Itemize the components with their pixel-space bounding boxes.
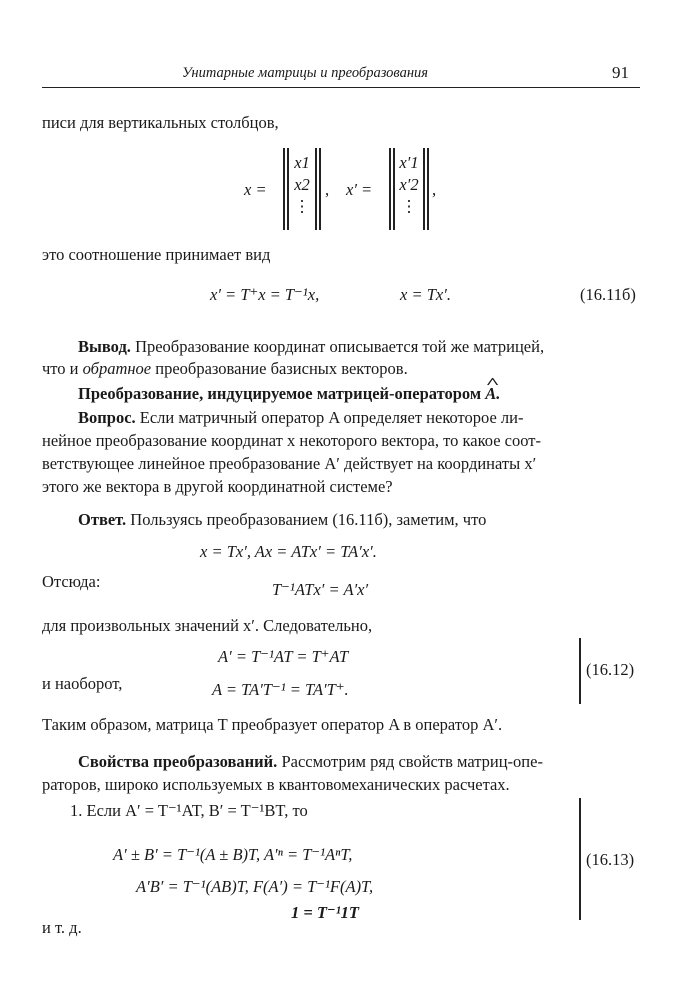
matrix-x-left-bar-2 [287, 148, 289, 230]
matrix-x-right-bar-2 [319, 148, 321, 230]
question-line-2: нейное преобразование координат x некоторого вектора, то какое соот- [42, 431, 541, 450]
equation-16-12-bracket [579, 638, 581, 704]
conclusion-emphasis: обратное [82, 359, 152, 378]
matrix-x-left-bar [283, 148, 285, 230]
page-number: 91 [612, 63, 629, 82]
section-symbol: ^ A. [485, 384, 500, 404]
etc-line: и т. д. [42, 918, 82, 937]
conclusion-line-2 [42, 359, 640, 379]
conclusion-text-2a: что и [42, 359, 83, 378]
matrix-x-entry: ⋮ [293, 197, 311, 216]
paragraph-columns: писи для вертикальных столбцов, [42, 113, 279, 132]
thus-line: Таким образом, матрица T преобразует оператор A в оператор A′. [42, 715, 503, 734]
section-heading-text: Преобразование, индуцируемое матрицей-оператором [78, 384, 482, 403]
running-title: Унитарные матрицы и преобразования [182, 65, 429, 81]
matrix-xp-right-bar-2 [427, 148, 429, 230]
equation-number-16-13: (16.13) [586, 850, 635, 869]
matrix-x-right-bar [315, 148, 317, 230]
matrix-xp-left-bar [389, 148, 391, 230]
equation-16-13a: A′ ± B′ = T⁻¹(A ± B)T, A′ⁿ = T⁻¹AⁿT, [113, 845, 353, 864]
conclusion-label: Вывод. [78, 337, 131, 356]
answer-label: Ответ. [78, 510, 127, 529]
paragraph-relation: это соотношение принимает вид [42, 245, 271, 264]
matrix-xp-left-bar-2 [393, 148, 395, 230]
answer-line-1 [42, 510, 640, 530]
equation-number-16-11b: (16.11б) [580, 285, 636, 304]
properties-label: Свойства преобразований. [78, 752, 278, 771]
matrix-xp-column [397, 152, 421, 218]
matrix-x-column [291, 152, 313, 218]
equation-16-13c: 1 = T⁻¹1T [291, 903, 359, 922]
properties-line-2: раторов, широко используемых в квантовомеханических расчетах. [42, 775, 510, 794]
question-line-3: ветствующее линейное преобразование A′ действует на координаты x′ [42, 454, 537, 473]
properties-line-1 [42, 752, 640, 772]
header-rule [42, 87, 640, 88]
equation-hence: T⁻¹ATx′ = A′x′ [272, 580, 369, 599]
arbitrary-values-line: для произвольных значений x′. Следовательно, [42, 616, 373, 635]
section-heading [42, 384, 640, 404]
property-item-1: 1. Если A′ = T⁻¹AT, B′ = T⁻¹BT, то [70, 801, 308, 820]
equation-16-11b-right: x = Tx′. [400, 285, 451, 304]
equation-16-12a: A′ = T⁻¹AT = T⁺AT [218, 647, 349, 666]
question-label: Вопрос. [78, 408, 136, 427]
matrix-xp-label: x′ = [346, 180, 373, 199]
vice-versa-label: и наоборот, [42, 674, 123, 693]
matrix-separator: , [325, 180, 330, 199]
equation-16-13b: A′B′ = T⁻¹(AB)T, F(A′) = T⁻¹F(A)T, [136, 877, 374, 896]
equation-16-13-bracket [579, 798, 581, 920]
conclusion-line-1 [42, 337, 640, 357]
matrix-xp-entry: x′2 [399, 175, 419, 194]
answer-text-1: Пользуясь преобразованием (16.11б), заметим, что [130, 510, 487, 529]
hence-label: Отсюда: [42, 572, 101, 591]
matrix-end-comma: , [432, 180, 437, 199]
conclusion-text-2b: преобразование базисных векторов. [151, 359, 408, 378]
matrix-xp-right-bar [423, 148, 425, 230]
properties-text-1: Рассмотрим ряд свойств матриц-опе- [281, 752, 543, 771]
equation-answer: x = Tx′, Ax = ATx′ = TA′x′. [200, 542, 377, 561]
question-text-1: Если матричный оператор A определяет некоторое ли- [139, 408, 524, 427]
equation-16-12b: A = TA′T⁻¹ = TA′T⁺. [212, 680, 349, 699]
matrix-xp-entry: ⋮ [400, 197, 418, 216]
matrix-x-entry: x2 [294, 175, 310, 194]
equation-16-11b-left: x′ = T⁺x = T⁻¹x, [210, 285, 320, 304]
matrix-x-entry: x1 [294, 153, 310, 172]
matrix-xp-entry: x′1 [399, 153, 419, 172]
matrix-x-label: x = [244, 180, 267, 199]
question-line-4: этого же вектора в другой координатной системе? [42, 477, 393, 496]
conclusion-text-1: Преобразование координат описывается той же матрицей, [135, 337, 545, 356]
equation-number-16-12: (16.12) [586, 660, 635, 679]
question-line-1 [42, 408, 640, 428]
